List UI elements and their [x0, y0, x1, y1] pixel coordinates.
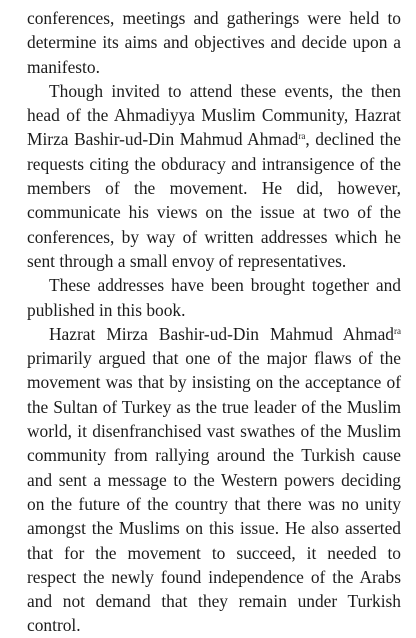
paragraph-text: primarily argued that one of the major flaws of the movement was that by insisting on the acceptance of the Sultan of Turkey as the true leader of the Muslim world, it disenfranchised vast swathes of the Muslim community from rallying around the Turkish cause and sent a message to the Western powers deciding on the future of the country that there was no unity amongst the Muslims on this issue. He also asserted that for the movement to succeed, it needed to respect the newly found independence of the Arabs and not demand that they remain under Turkish control. — [27, 348, 401, 636]
paragraph-text: These addresses have been brought together and published in this book. — [27, 275, 401, 320]
paragraph-continuation — [27, 6, 401, 79]
paragraph-text: Though invited to attend these events, the then head of the Ahmadiyya Muslim Community, Hazrat Mirza Bashir-ud-Din Mahmud Ahmad — [27, 80, 401, 150]
paragraph-text: conferences, meetings and gatherings were held to determine its aims and objectives and decide upon a manifesto. — [27, 8, 401, 77]
paragraph-main-argument — [27, 322, 401, 638]
paragraph-addresses-published — [27, 273, 401, 322]
paragraph-text: , declined the requests citing the obduracy and intransigence of the members of the movement. He did, however, communicate his views on the issue at two of the conferences, by way of written addresses which he sent through a small envoy of representatives. — [27, 129, 401, 271]
honorific-superscript: ra — [298, 131, 306, 142]
book-page-text — [27, 6, 401, 638]
paragraph-text: Hazrat Mirza Bashir-ud-Din Mahmud Ahmad — [49, 323, 394, 344]
paragraph-invitation-declined — [27, 79, 401, 273]
honorific-superscript: ra — [394, 325, 401, 336]
